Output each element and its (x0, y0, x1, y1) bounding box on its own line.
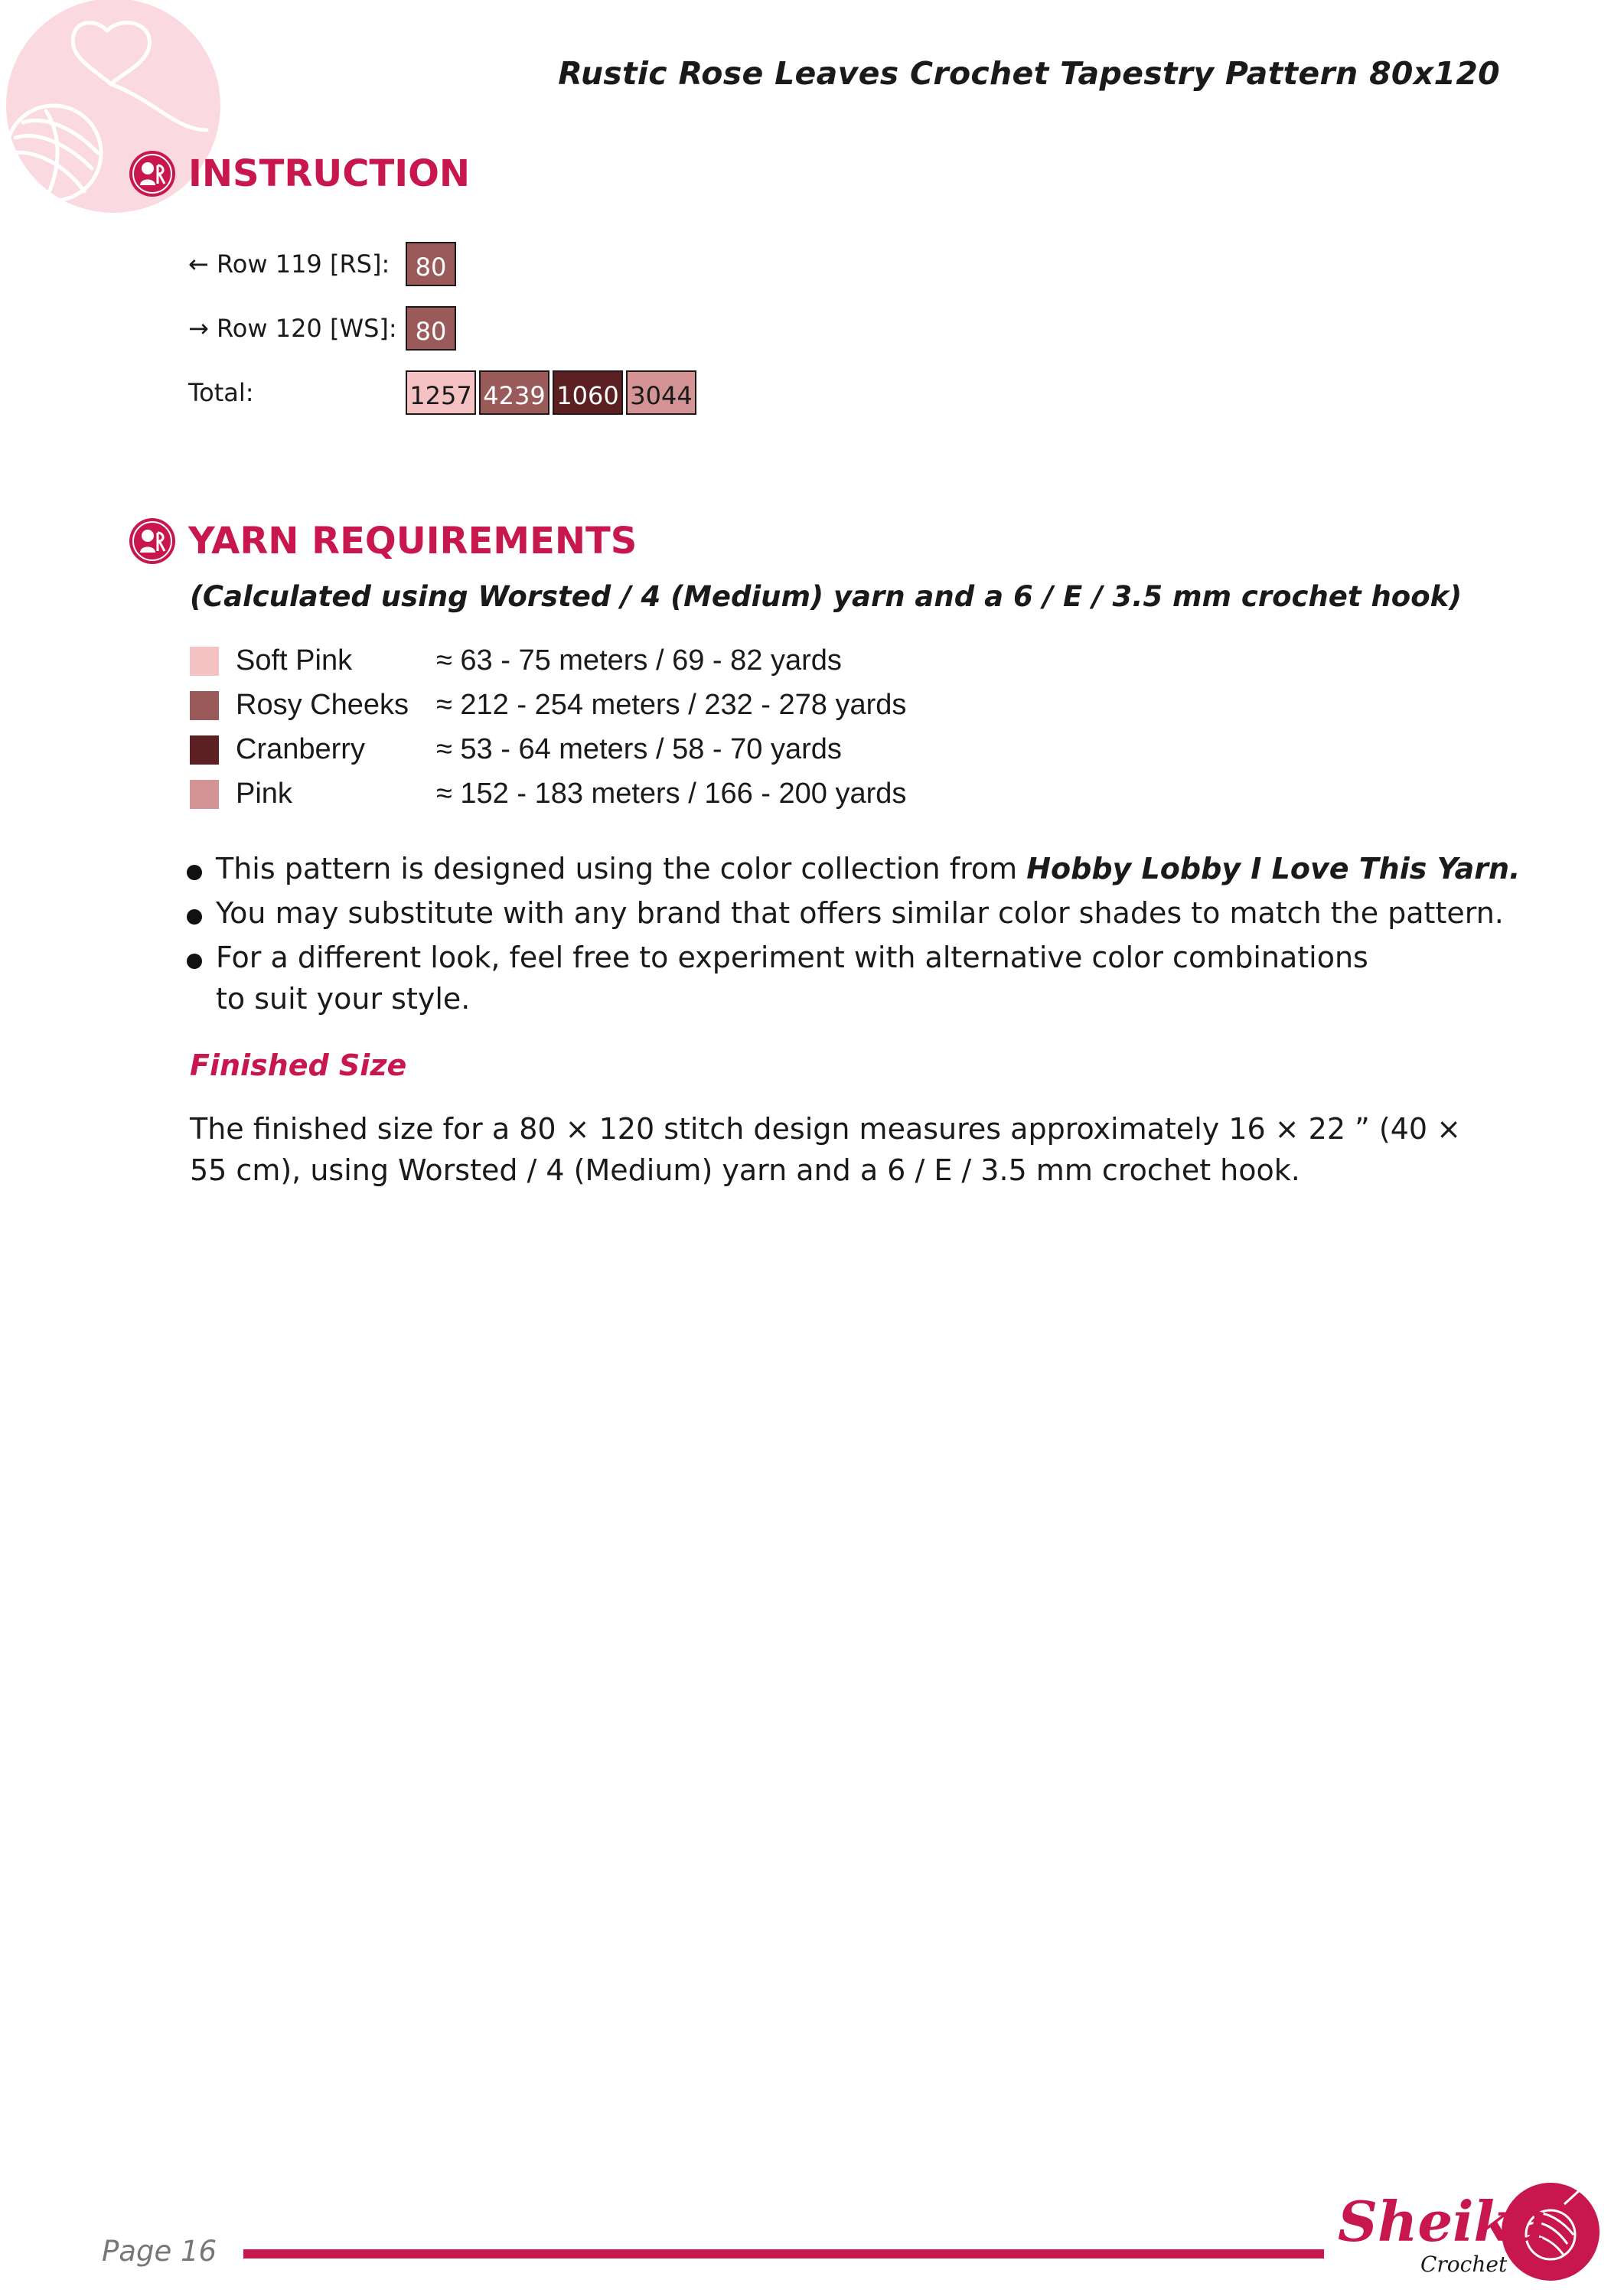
note-text: This pattern is designed using the color collection from (216, 852, 1027, 885)
row-120-cell: 80 (406, 306, 456, 351)
yarn-name: Soft Pink (236, 644, 353, 677)
note-text: You may substitute with any brand that offers similar color shades to match the pattern. (216, 896, 1504, 930)
yarn-amount: ≈ 212 - 254 meters / 232 - 278 yards (436, 689, 907, 721)
instruction-heading (129, 150, 470, 197)
yarn-item (190, 778, 906, 810)
page-number: Page 16 (102, 2235, 217, 2268)
yarn-amount: ≈ 53 - 64 meters / 58 - 70 yards (436, 733, 842, 765)
instruction-heading-label: INSTRUCTION (188, 152, 471, 195)
yarn-item (190, 644, 842, 677)
logo-wordmark: Sheika (1338, 2189, 1548, 2254)
row-119-cell: 80 (406, 242, 456, 286)
bullet-dot (187, 954, 202, 969)
total-row (188, 370, 699, 415)
note-different-look (187, 937, 1368, 1019)
sheika-crochet-logo (1335, 2174, 1610, 2288)
row-119 (188, 242, 459, 286)
total-cell-soft-pink: 1257 (406, 370, 476, 415)
yarn-item (190, 689, 906, 722)
bullet-dot (187, 865, 202, 880)
row-120-label: → Row 120 [WS]: (188, 314, 397, 343)
document-title: Rustic Rose Leaves Crochet Tapestry Pattern 80x120 (558, 55, 1500, 92)
brand-name: Hobby Lobby I Love This Yarn. (1026, 852, 1521, 885)
note-text-continued: to suit your style. (216, 982, 471, 1016)
yarn-item (190, 733, 842, 766)
color-swatch-pink (190, 780, 219, 809)
footer-divider (243, 2249, 1324, 2258)
note-hobby-lobby (187, 848, 1520, 889)
bullet-dot (187, 909, 202, 925)
yarn-name: Pink (236, 778, 292, 810)
crochet-girl-badge-icon (129, 517, 176, 565)
yarn-requirements-heading-label: YARN REQUIREMENTS (188, 520, 638, 563)
row-120 (188, 306, 459, 351)
finished-size-heading: Finished Size (190, 1049, 407, 1082)
total-cell-cranberry: 1060 (553, 370, 623, 415)
note-substitute (187, 892, 1504, 934)
yarn-requirements-heading (129, 517, 637, 565)
finished-size-text: The finished size for a 80 × 120 stitch design measures approximately 16 × 22 ” (40 × 55 cm), using Worsted / 4 (Medium) yarn and a 6 / E / 3.5 mm crochet hook. (190, 1112, 1461, 1187)
color-swatch-rosy-cheeks (190, 691, 219, 720)
yarn-amount: ≈ 152 - 183 meters / 166 - 200 yards (436, 778, 907, 810)
note-text: For a different look, feel free to experiment with alternative color combinations (216, 941, 1368, 974)
total-cell-rosy-cheeks: 4239 (479, 370, 549, 415)
crochet-girl-badge-icon (129, 150, 176, 197)
row-119-label: ← Row 119 [RS]: (188, 249, 390, 279)
total-label: Total: (188, 378, 254, 407)
logo-subtext: Crochet (1420, 2252, 1508, 2277)
yarn-amount: ≈ 63 - 75 meters / 69 - 82 yards (436, 644, 842, 677)
color-swatch-cranberry (190, 735, 219, 765)
color-swatch-soft-pink (190, 647, 219, 676)
yarn-subtitle: (Calculated using Worsted / 4 (Medium) yarn and a 6 / E / 3.5 mm crochet hook) (190, 580, 1463, 613)
yarn-name: Rosy Cheeks (236, 689, 409, 721)
total-cell-pink: 3044 (626, 370, 696, 415)
yarn-name: Cranberry (236, 733, 365, 765)
